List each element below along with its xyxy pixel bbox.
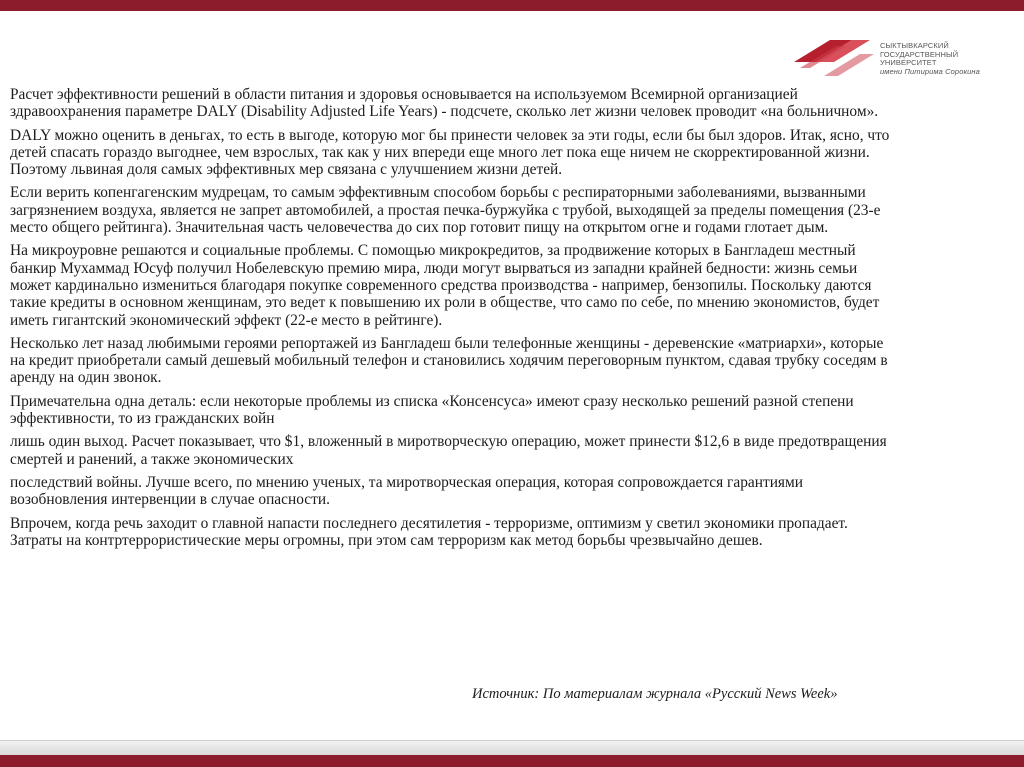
- university-name: [880, 42, 980, 76]
- logo-line-2: ГОСУДАРСТВЕННЫЙ: [880, 49, 959, 59]
- university-logo-icon: [790, 36, 876, 80]
- paragraph-8: последствий войны. Лучше всего, по мнению ученых, та миротворческая операция, которая сопровождается гарантиями возобновления интервенции в случае опасности.: [10, 473, 803, 509]
- bottom-accent-bar: [0, 755, 1024, 767]
- paragraph-7: лишь один выход. Расчет показывает, что $1, вложенный в миротворческую операцию, может принести $12,6 в виде предотвращения смертей и ранений, а также экономических: [10, 433, 887, 468]
- logo-line-3: УНИВЕРСИТЕТ: [880, 58, 937, 68]
- paragraph-6: Примечательна одна деталь: если некоторые проблемы из списка «Консенсуса» имеют сразу несколько решений разной степени эффективности, то из гражданских войн: [10, 392, 854, 428]
- bottom-divider: [0, 740, 1024, 755]
- paragraph-9: Впрочем, когда речь заходит о главной напасти последнего десятилетия - терроризме, оптимизм у светил экономики пропадает. Затраты на контртеррористические меры огромны, при этом сам терроризм как метод борьбы чрезвычайно дешев.: [10, 514, 848, 549]
- top-accent-bar: [0, 0, 1024, 11]
- article-body: [10, 86, 890, 555]
- paragraph-3: Если верить копенгагенским мудрецам, то самым эффективным способом борьбы с респираторными заболеваниями, вызванными загрязнением воздуха, является не запрет автомобилей, а простая печка-буржуйка с трубой, выходящей за пределы помещения (23-е место общего рейтинга). Значительная часть человечества до сих пор готовит пищу на открытом огне и годами глотает дым.: [10, 184, 881, 237]
- paragraph-2: DALY можно оценить в деньгах, то есть в выгоде, которую мог бы принести человек за эти годы, если бы был здоров. Итак, ясно, что детей спасать гораздо выгоднее, чем взрослых, так как у них впереди еще много лет пока еще ничем не скорректированной жизни. Поэтому львиная доля самых эффективных мер связана с улучшением жизни детей.: [10, 126, 890, 179]
- paragraph-1: Расчет эффективности решений в области питания и здоровья основывается на используемом Всемирной организацией здравоохранения параметре DALY (Disability Adjusted Life Years) - подсчете, сколько лет жизни человек проводит «на больничном».: [10, 86, 879, 121]
- university-logo: [790, 36, 1005, 80]
- source-citation: Источник: По материалам журнала «Русский News Week»: [472, 686, 838, 702]
- paragraph-4: На микроуровне решаются и социальные проблемы. С помощью микрокредитов, за продвижение которых в Бангладеш местный банкир Мухаммад Юсуф получил Нобелевскую премию мира, люди могут вырваться из западни крайней бедности: жизнь семьи может кардинально измениться благодаря покупке современного средства производства - например, бензопилы. Поскольку даются такие кредиты в основном женщинам, это ведет к повышению их роли в обществе, что само по себе, по мнению экономистов, будет иметь гигантский экономический эффект (22-е место в рейтинге).: [10, 242, 880, 329]
- logo-line-4: имени Питирима Сорокина: [880, 66, 980, 76]
- logo-line-1: СЫКТЫВКАРСКИЙ: [880, 41, 949, 50]
- paragraph-5: Несколько лет назад любимыми героями репортажей из Бангладеш были телефонные женщины - деревенские «матриархи», которые на кредит приобретали самый дешевый мобильный телефон и становились ходячим переговорным пунктом, сдавая трубку соседям в аренду на один звонок.: [10, 334, 888, 387]
